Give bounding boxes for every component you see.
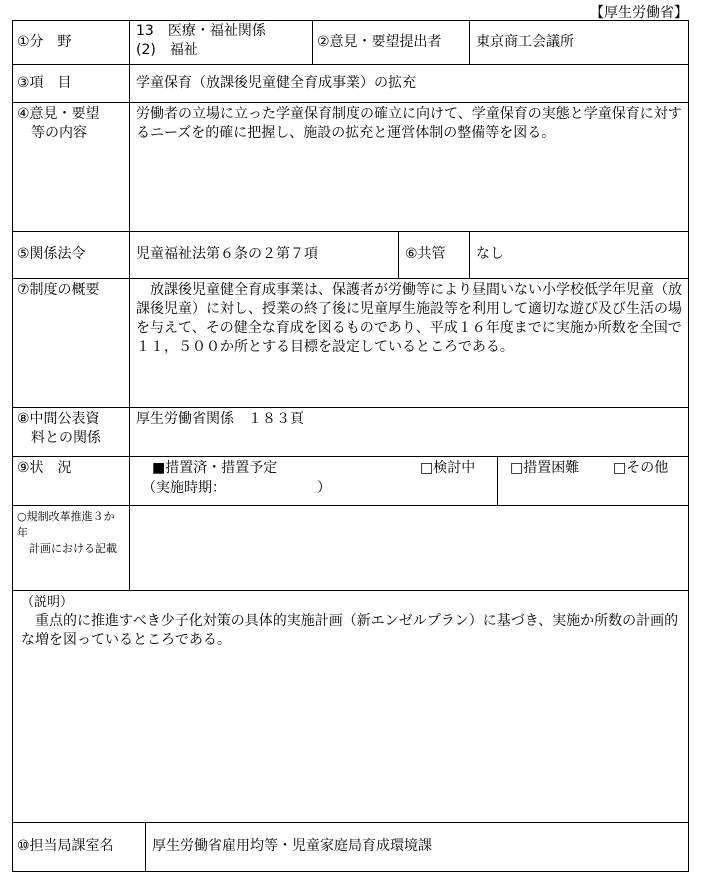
plan-label-line2: 計画における記載 <box>29 542 117 555</box>
joint-label: ⑥共管 <box>398 231 470 279</box>
explanation-text: 重点的に推進すべき少子化対策の具体的実施計画（新エンゼルプラン）に基づき、実施か所数の計画的な増を図っているところである。 <box>21 613 679 648</box>
explanation-heading: （説明） <box>21 595 74 610</box>
status-option-difficult: □措置困難 <box>510 460 580 476</box>
request-label-line1: ④意見・要望 <box>17 106 100 122</box>
office-value: 厚生労働省雇用均等・児童家庭局育成環境課 <box>145 822 689 872</box>
field-value-line2: (2) 福祉 <box>136 42 198 58</box>
plan-label-line1: ○規制改革推進３か年 <box>17 510 115 539</box>
request-label <box>12 102 130 232</box>
status-other <box>497 456 689 506</box>
opinion-form <box>12 20 689 873</box>
plan-label <box>12 505 130 591</box>
field-value-line1: 13 医療・福祉関係 <box>136 23 266 39</box>
law-value: 児童福祉法第６条の２第７項 <box>129 231 399 279</box>
status-label: ⑨状 況 <box>12 456 130 506</box>
joint-value: なし <box>469 231 689 279</box>
field-value <box>129 20 313 65</box>
item-label: ③項 目 <box>12 64 130 103</box>
interim-label-line1: ⑧中間公表資 <box>17 411 100 427</box>
interim-label <box>12 407 130 457</box>
status-main <box>129 456 498 506</box>
ministry-tag: 【厚生労働省】 <box>590 5 688 21</box>
status-option-other: □その他 <box>613 460 669 476</box>
status-option-implemented: ■措置済・措置予定 <box>152 460 278 476</box>
request-text: 労働者の立場に立った学童保育制度の確立に向けて、学童保育の実態と学童保育に対するニーズを的確に把握し、施設の拡充と運営体制の整備等を図る。 <box>129 102 689 232</box>
submitter-value: 東京商工会議所 <box>469 20 689 65</box>
overview-label: ⑦制度の概要 <box>12 278 130 408</box>
interim-value: 厚生労働省関係 １８３頁 <box>129 407 689 457</box>
field-label: ①分 野 <box>12 20 130 65</box>
submitter-label: ②意見・要望提出者 <box>312 20 470 65</box>
request-label-line2: 等の内容 <box>31 125 87 141</box>
plan-value <box>129 505 689 591</box>
law-label: ⑤関係法令 <box>12 231 130 279</box>
office-label: ⑩担当局課室名 <box>12 822 146 872</box>
status-period: （実施時期： ） <box>142 480 331 496</box>
status-option-reviewing: □検討中 <box>420 460 476 476</box>
overview-text: 放課後児童健全育成事業は、保護者が労働等により昼間いない小学校低学年児童（放課後児童）に対し、授業の終了後に児童厚生施設等を利用して適切な遊び及び生活の場を与えて、その健全な育成を図るものであり、平成１６年度までに実施か所数を全国で１１，５００か所とする目標を設定しているところである。 <box>129 278 689 408</box>
explanation-section <box>12 590 689 823</box>
interim-label-line2: 料との関係 <box>31 430 101 446</box>
item-value: 学童保育（放課後児童健全育成事業）の拡充 <box>129 64 689 103</box>
